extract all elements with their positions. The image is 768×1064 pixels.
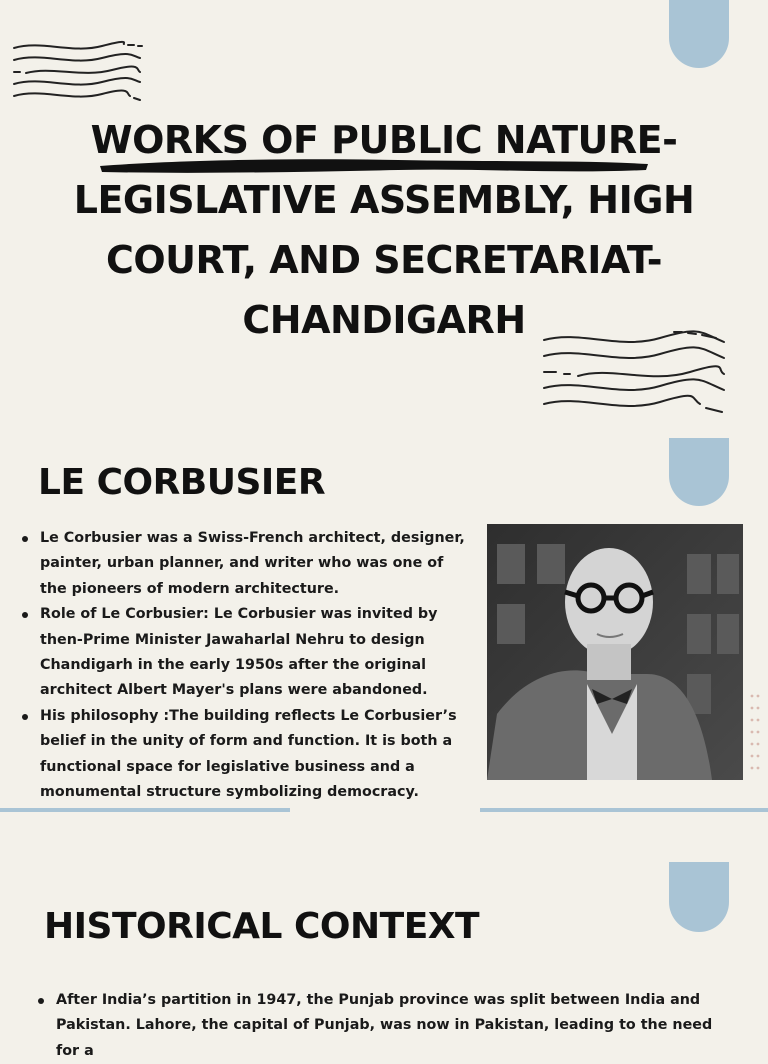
- le-corbusier-portrait-photo: [487, 524, 743, 780]
- wavy-lines-right-decor: [540, 326, 730, 422]
- list-item: Role of Le Corbusier: Le Corbusier was invited by then-Prime Minister Jawaharlal Nehru to design Chandigarh in the early 1950s after the original architect Albert Mayer's plans were abandoned.: [24, 602, 474, 704]
- decorative-tab-top-right: [669, 0, 729, 68]
- list-item: His philosophy :The building reflects Le Corbusier’s belief in the unity of form and function. It is both a functional space for legislative business and a monumental structure symbolizing democracy.: [24, 704, 474, 806]
- historical-context-bullet-list: [40, 988, 730, 1064]
- list-item: Le Corbusier was a Swiss-French architect, designer, painter, urban planner, and writer who was one of the pioneers of modern architecture.: [24, 526, 474, 602]
- section-heading-le-corbusier: LE CORBUSIER: [38, 462, 326, 503]
- section-heading-historical-context: HISTORICAL CONTEXT: [44, 906, 480, 947]
- wavy-lines-top-left-decor: [12, 40, 144, 108]
- title-line-2: LEGISLATIVE ASSEMBLY, HIGH: [73, 178, 695, 222]
- section-divider-left: [0, 808, 290, 812]
- portrait-photo-icon: [487, 524, 743, 780]
- title-line-1: WORKS OF PUBLIC NATURE-: [90, 118, 678, 162]
- page-title: [40, 110, 728, 350]
- decorative-tab-bottom-right: [669, 862, 729, 932]
- title-line-4: CHANDIGARH: [242, 298, 526, 342]
- title-line-3: COURT, AND SECRETARIAT-: [105, 238, 663, 282]
- decorative-tab-middle-right: [669, 438, 729, 506]
- list-item: After India’s partition in 1947, the Punjab province was split between India and Pakistan. Lahore, the capital of Punjab, was now in Pakistan, leading to the need for a: [40, 988, 730, 1064]
- section-divider-right: [480, 808, 768, 812]
- le-corbusier-bullet-list: [24, 526, 474, 805]
- dotted-pattern-decor: [748, 690, 764, 790]
